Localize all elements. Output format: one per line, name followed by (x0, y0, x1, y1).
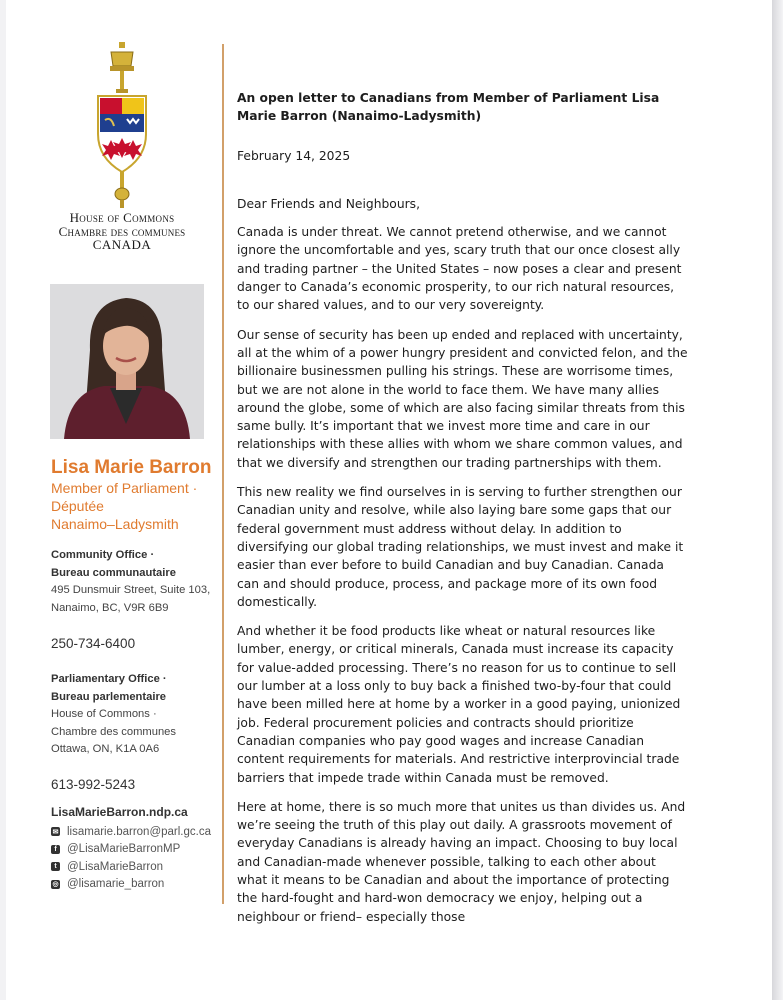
community-office-address-line1: 495 Dunsmuir Street, Suite 103, (51, 584, 211, 596)
facebook-row[interactable] (51, 841, 211, 859)
page-edge-shadow (772, 0, 783, 1000)
community-office-address-line2: Nanaimo, BC, V9R 6B9 (51, 601, 169, 614)
social-links (51, 823, 211, 893)
community-office-title-en: Community Office · (51, 549, 155, 561)
parliamentary-office-address-line1: House of Commons · (51, 708, 157, 720)
institution-name (36, 211, 208, 252)
parliamentary-office-address-line3: Ottawa, ON, K1A 0A6 (51, 743, 160, 755)
letter-paragraph: Canada is under threat. We cannot pretend otherwise, and we cannot ignore the uncomfortable and yes, scary truth that our once closest ally and trading partner – the United States – now poses a clear and present danger to Canada’s economic prosperity, to our rich natural resources, to our shared values, and to our very sovereignty. (237, 225, 682, 313)
institution-line-fr: Chambre des communes (58, 223, 186, 239)
community-office-title-fr: Bureau communautaire (51, 566, 176, 579)
community-office (51, 547, 210, 617)
letter-page (6, 0, 772, 1000)
facebook-icon: f (51, 845, 60, 854)
mp-role (51, 479, 197, 533)
parliamentary-office (51, 671, 176, 759)
facebook-handle: @LisaMarieBarronMP (67, 843, 181, 856)
letter-paragraph: And whether it be food products like wheat or natural resources like lumber, energy, or critical minerals, Canada must increase its capacity for value-added processing. There’s no reason for us to continue to sell our lumber at a loss only to buy back a finished two-by-four that could have been milled here at home by a worker in a good paying, unionized job. Federal procurement policies and contracts should prioritize Canadian companies who pay good wages and increase Canadian content requirements for materials. And restrictive interprovincial trade barriers that impede trade within Canada must be removed. (237, 624, 681, 785)
email-row[interactable] (51, 823, 211, 841)
parliamentary-office-phone: 613-992-5243 (51, 777, 136, 792)
instagram-icon: ◎ (52, 881, 59, 889)
twitter-row[interactable] (51, 858, 211, 876)
mp-riding: Nanaimo–Ladysmith (51, 516, 179, 532)
institution-line-country: CANADA (92, 237, 152, 252)
letter-paragraph: Our sense of security has been up ended and replaced with uncertainty, all at the whim of a power hungry president and convicted felon, and the billionaire businessmen pulling his strings. These are worrisome times, but we are not alone in the world to face them. We have many allies around the globe, some of which are also facing similar threats from this same bully. It’s important that we invest more time and care in our relationships with these allies with whom we share common values, and that we diversify and strengthen our trading partnerships with them. (237, 327, 688, 470)
letter-paragraph: This new reality we find ourselves in is serving to further strengthen our Canadian unity and resolve, while also laying bare some gaps that our federal government must address without delay. In addition to diversifying our global trading relationships, we must invest and make it easier than ever before to build Canadian and buy Canadian. Canada can and should produce, process, and package more of its own food domestically. (237, 485, 684, 609)
community-office-phone: 250-734-6400 (51, 636, 136, 651)
mp-role-en: Member of Parliament · (51, 480, 198, 496)
letter-title: An open letter to Canadians from Member of Parliament Lisa Marie Barron (Nanaimo-Ladysmith) (237, 91, 660, 124)
mp-portrait (50, 284, 204, 439)
mp-role-fr: Députée (51, 498, 104, 514)
house-of-commons-crest-icon (94, 42, 150, 210)
letterhead-divider (222, 44, 224, 904)
letter-paragraph: Here at home, there is so much more that unites us than divides us. And we’re seeing the truth of this play out daily. A grassroots movement of everyday Canadians is already having an impact. Choosing to buy local and Canadian-made whenever possible, talking to each other about what it means to be Canadian and about the importance of protecting the hard-fought and hard-won democracy we enjoy, helping out a neighbour or friend– especially those (237, 799, 686, 924)
twitter-handle: @LisaMarieBarron (67, 860, 164, 873)
institution-line-en: House of Commons (69, 210, 175, 225)
letterhead-sidebar (6, 0, 224, 1000)
parliamentary-office-address-line2: Chambre des communes (51, 725, 176, 738)
letter-body (237, 89, 689, 937)
instagram-row[interactable] (51, 876, 211, 894)
letter-date: February 14, 2025 (237, 148, 351, 163)
instagram-handle: @lisamarie_barron (67, 878, 165, 891)
email-address: lisamarie.barron@parl.gc.ca (67, 825, 211, 838)
mp-name: Lisa Marie Barron (51, 457, 212, 478)
letter-greeting: Dear Friends and Neighbours, (237, 196, 420, 211)
website-link[interactable]: LisaMarieBarron.ndp.ca (51, 805, 188, 819)
portrait-image (50, 284, 204, 439)
mail-icon: ✉ (52, 828, 59, 836)
parliamentary-office-title-fr: Bureau parlementaire (51, 690, 167, 703)
parliamentary-office-title-en: Parliamentary Office · (51, 673, 167, 685)
twitter-icon: t (51, 862, 60, 871)
